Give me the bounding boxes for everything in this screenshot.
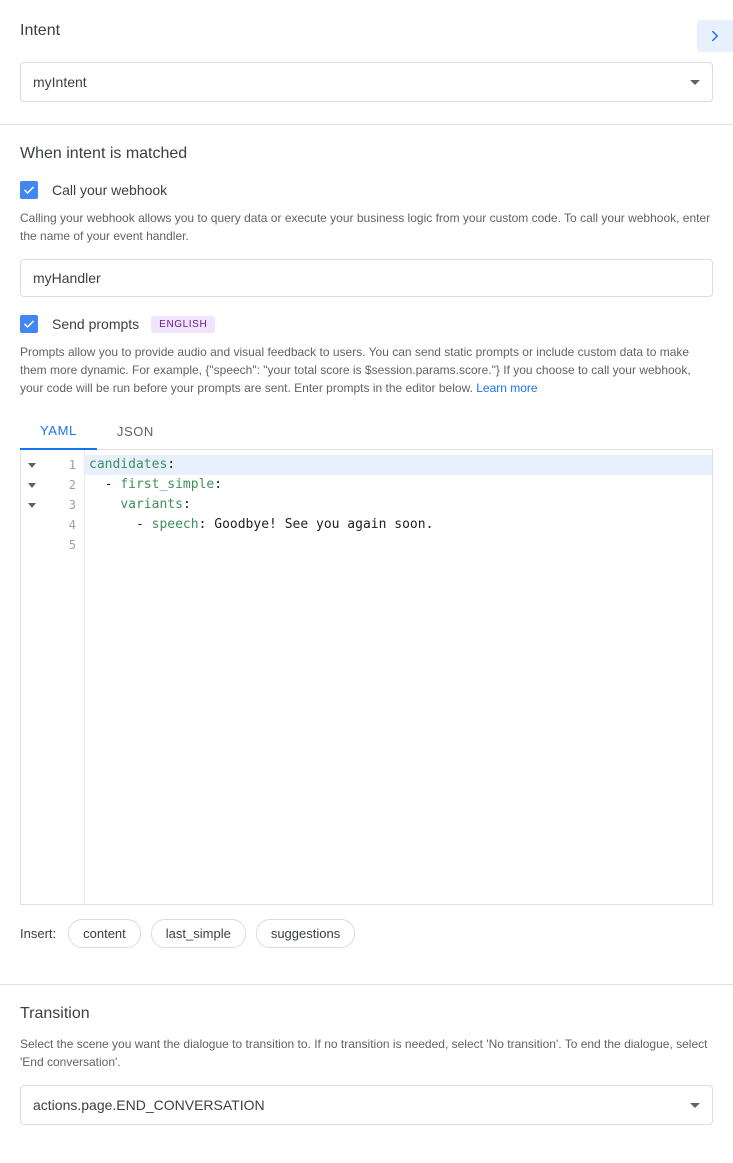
code-colon: :: [182, 497, 191, 512]
fold-arrow-4: [21, 515, 43, 535]
code-indent: [89, 497, 120, 512]
code-area[interactable]: [85, 450, 712, 904]
intent-title: Intent: [20, 22, 61, 39]
chevron-down-icon: [690, 1103, 700, 1108]
send-prompts-row[interactable]: [20, 315, 713, 333]
line-number: 5: [68, 538, 76, 552]
line-number: 1: [68, 458, 76, 472]
send-prompts-label: Send prompts: [52, 316, 140, 332]
send-prompts-help-text: Prompts allow you to provide audio and visual feedback to users. You can send static prompts or include custom data to make them more dynamic. For example, {"speech": "your total score is $session.params.score."} If you choose to call your webhook, your code will be run before your prompts are sent. Enter prompts in the editor below.: [20, 345, 691, 395]
send-prompts-help: [20, 343, 713, 397]
code-key: first_simple: [120, 477, 215, 492]
code-dash: -: [104, 477, 121, 492]
tab-json[interactable]: JSON: [97, 411, 174, 449]
call-webhook-row[interactable]: [20, 181, 713, 199]
tab-yaml[interactable]: YAML: [20, 411, 97, 450]
prompt-code-editor[interactable]: [20, 450, 713, 905]
code-key: candidates: [89, 457, 168, 472]
transition-help: Select the scene you want the dialogue to transition to. If no transition is needed, select 'No transition'. To end the dialogue, select 'End conversation'.: [20, 1037, 708, 1069]
code-indent: [89, 477, 105, 492]
code-line: [85, 495, 712, 515]
code-line: [85, 535, 712, 555]
language-badge: ENGLISH: [151, 316, 215, 333]
call-webhook-checkbox[interactable]: [20, 181, 38, 199]
when-intent-matched-section: [0, 125, 733, 984]
call-webhook-help: Calling your webhook allows you to query data or execute your business logic from your custom code. To call your webhook, enter the name of your event handler.: [20, 211, 711, 243]
insert-chip-content[interactable]: content: [68, 919, 141, 948]
transition-title: Transition: [20, 1005, 90, 1022]
code-line: [85, 455, 712, 475]
code-line: [85, 515, 712, 535]
insert-row: [20, 905, 713, 966]
editor-tabs: [20, 411, 713, 450]
transition-section: [0, 985, 733, 1149]
intent-section: [0, 0, 733, 124]
fold-arrow-3[interactable]: [21, 495, 43, 515]
insert-chip-last-simple[interactable]: last_simple: [151, 919, 246, 948]
code-key: variants: [120, 497, 183, 512]
code-colon: :: [198, 517, 207, 532]
code-dash: -: [135, 517, 152, 532]
transition-select-value: actions.page.END_CONVERSATION: [33, 1097, 265, 1113]
line-number-gutter: [43, 450, 85, 904]
intent-select-value: myIntent: [33, 74, 87, 90]
fold-gutter: [21, 450, 43, 904]
event-handler-input[interactable]: [20, 259, 713, 297]
fold-arrow-1[interactable]: [21, 455, 43, 475]
code-colon: :: [167, 457, 176, 472]
code-colon: :: [214, 477, 223, 492]
fold-arrow-5: [21, 535, 43, 555]
intent-select[interactable]: [20, 62, 713, 102]
code-rest: Goodbye! See you again soon.: [206, 517, 434, 532]
insert-chip-suggestions[interactable]: suggestions: [256, 919, 355, 948]
code-line: [85, 475, 712, 495]
code-indent: [89, 517, 136, 532]
insert-label: Insert:: [20, 926, 57, 941]
line-number: 4: [68, 518, 76, 532]
fold-arrow-2[interactable]: [21, 475, 43, 495]
learn-more-link[interactable]: Learn more: [476, 381, 538, 395]
transition-select[interactable]: [20, 1085, 713, 1125]
line-number: 3: [68, 498, 76, 512]
chevron-right-icon[interactable]: [697, 20, 733, 52]
send-prompts-checkbox[interactable]: [20, 315, 38, 333]
chevron-down-icon: [690, 80, 700, 85]
call-webhook-label: Call your webhook: [52, 182, 168, 198]
line-number: 2: [68, 478, 76, 492]
code-key: speech: [151, 517, 199, 532]
matched-title: When intent is matched: [20, 145, 188, 162]
